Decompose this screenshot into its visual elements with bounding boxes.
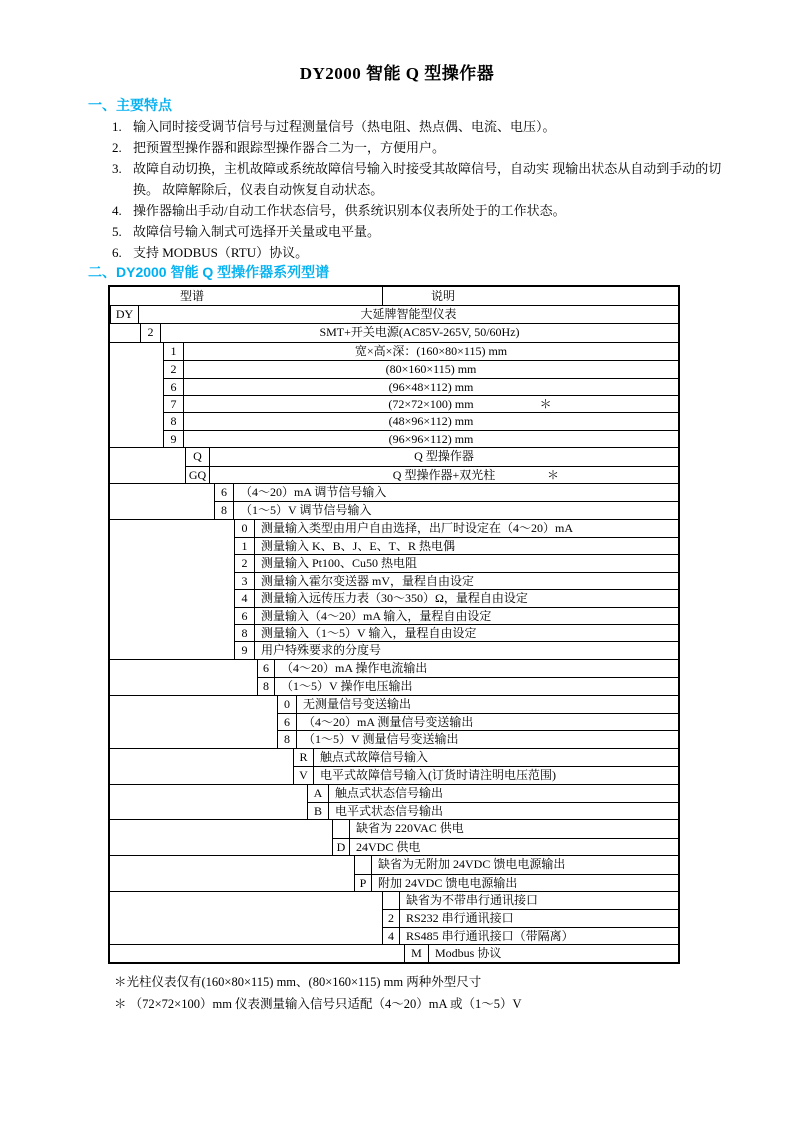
table-row: [110, 909, 678, 926]
model-desc-cell: [314, 749, 678, 766]
model-code-cell: 6: [214, 484, 234, 501]
merged-blank-cell: [110, 448, 185, 465]
model-code-cell: 7: [163, 395, 184, 412]
model-desc-text: 宽×高×深：(160×80×115) mm: [354, 343, 508, 358]
model-desc-text: 24VDC 供电: [356, 839, 421, 854]
model-desc-text: 缺省为不带串行通讯接口: [406, 892, 539, 907]
model-code-cell: 8: [257, 677, 275, 694]
footnote-72-size-inputs: ＊ （72×72×100）mm 仪表测量输入信号只适配（4～20）mA 或（1～5）V: [114, 997, 522, 1011]
model-desc-text: （4～20）mA 操作电流输出: [281, 660, 428, 675]
model-desc-text: (80×160×115) mm: [385, 362, 477, 377]
table-row: [110, 306, 678, 323]
header-column-divider: [382, 287, 383, 305]
model-code-cell: [382, 892, 400, 909]
model-desc-text: 测量输入远传压力表（30～350）Ω，量程自由设定: [261, 591, 528, 606]
table-row: [110, 874, 678, 891]
feature-item-number: 4.: [112, 203, 122, 218]
merged-blank-cell: [110, 945, 404, 962]
model-desc-cell: [255, 641, 678, 658]
model-desc-cell: [400, 927, 678, 944]
model-code-cell: B: [307, 802, 329, 819]
model-desc-cell: [255, 520, 678, 537]
model-desc-cell: [255, 554, 678, 571]
model-code-group: [110, 342, 678, 447]
model-desc-cell: [350, 820, 678, 837]
model-desc-text: 测量输入（4～20）mA 输入，量程自由设定: [261, 608, 492, 623]
model-desc-text: RS232 串行通讯接口: [406, 911, 514, 926]
table-row: [110, 820, 678, 837]
merged-blank-cell: [110, 572, 234, 589]
table-row: [110, 749, 678, 766]
model-desc-text: 附加 24VDC 馈电电源输出: [378, 875, 518, 890]
table-row: [110, 520, 678, 537]
footnote-light-column-sizes: ＊光柱仪表仅有(160×80×115) mm、(80×160×115) mm 两种外型尺寸: [114, 975, 482, 989]
features-list: [112, 116, 736, 263]
table-row: [110, 466, 678, 483]
model-desc-cell: [275, 660, 678, 677]
feature-item-text: 操作器输出手动/自动工作状态信号，供系统识别本仪表所处于的工作状态。: [133, 203, 566, 218]
model-code-cell: 2: [234, 554, 255, 571]
merged-blank-cell: [110, 412, 163, 429]
table-row: [110, 927, 678, 944]
merged-blank-cell: [110, 892, 382, 909]
model-desc-text: SMT+开关电源(AC85V-265V, 50/60Hz): [319, 325, 520, 340]
model-code-cell: P: [354, 874, 372, 891]
model-code-cell: 8: [163, 412, 184, 429]
model-code-group: [110, 323, 678, 341]
model-code-cell: Q: [185, 448, 210, 465]
table-row: [110, 696, 678, 713]
model-desc-text: 测量输入（1～5）V 输入，量程自由设定: [261, 626, 477, 641]
merged-blank-cell: [110, 501, 214, 518]
asterisk-marker: ＊: [546, 467, 559, 482]
model-code-cell: 2: [140, 324, 161, 341]
model-code-group: [110, 519, 678, 659]
model-desc-text: 缺省为 220VAC 供电: [356, 821, 464, 836]
model-desc-text: RS485 串行通讯接口（带隔离）: [406, 928, 574, 943]
merged-blank-cell: [110, 785, 307, 802]
model-code-group: [110, 784, 678, 820]
model-desc-text: 测量输入 K、B、J、E、T、R 热电偶: [261, 539, 456, 554]
model-code-cell: 8: [234, 624, 255, 641]
table-row: [110, 343, 678, 360]
table-row: [110, 554, 678, 571]
merged-blank-cell: [110, 395, 163, 412]
table-row: [110, 395, 678, 412]
model-code-groups: [110, 305, 678, 962]
column-header-description: 说明: [430, 289, 455, 303]
model-desc-cell: [350, 838, 678, 855]
model-code-cell: 8: [277, 730, 297, 747]
merged-blank-cell: [110, 466, 185, 483]
table-row: [110, 766, 678, 783]
merged-blank-cell: [110, 324, 140, 341]
table-row: [110, 448, 678, 465]
feature-item: [112, 137, 736, 158]
model-desc-text: （1～5）V 调节信号输入: [240, 503, 372, 518]
model-code-cell: A: [307, 785, 329, 802]
model-code-group: [110, 944, 678, 962]
model-code-group: [110, 483, 678, 519]
feature-item-text: 支持 MODBUS（RTU）协议。: [133, 245, 309, 260]
model-desc-text: 测量输入霍尔变送器 mV，量程自由设定: [261, 573, 475, 588]
model-code-group: [110, 891, 678, 944]
feature-item-number: 2.: [112, 140, 122, 155]
table-row: [110, 713, 678, 730]
model-desc-cell: [184, 430, 678, 447]
merged-blank-cell: [110, 343, 163, 360]
model-spectrum-table: [108, 285, 680, 964]
model-code-group: [110, 695, 678, 748]
model-desc-cell: [139, 306, 678, 323]
model-code-cell: 6: [257, 660, 275, 677]
merged-blank-cell: [110, 909, 382, 926]
merged-blank-cell: [110, 856, 354, 873]
merged-blank-cell: [110, 537, 234, 554]
model-desc-cell: [255, 607, 678, 624]
model-desc-text: （4～20）mA 调节信号输入: [240, 484, 387, 499]
model-code-cell: 9: [234, 641, 255, 658]
feature-item-number: 3.: [112, 161, 122, 176]
merged-blank-cell: [110, 749, 293, 766]
model-code-group: [110, 819, 678, 855]
feature-item-text: 把预置型操作器和跟踪型操作器合二为一，方便用户。: [133, 140, 446, 155]
model-code-cell: 6: [234, 607, 255, 624]
model-code-group: [110, 748, 678, 784]
model-desc-cell: [297, 713, 678, 730]
column-header-model-spectrum: 型谱: [179, 289, 204, 303]
merged-blank-cell: [110, 641, 234, 658]
feature-item: [112, 242, 736, 263]
model-desc-text: 触点式故障信号输入: [320, 749, 429, 764]
merged-blank-cell: [110, 660, 257, 677]
model-desc-cell: [372, 874, 678, 891]
model-code-cell: 6: [277, 713, 297, 730]
model-code-cell: D: [332, 838, 350, 855]
model-desc-text: (96×96×112) mm: [388, 431, 474, 446]
model-code-cell: 0: [234, 520, 255, 537]
model-desc-text: Q 型操作器: [414, 449, 474, 464]
table-row: [110, 324, 678, 341]
model-code-cell: 4: [382, 927, 400, 944]
model-desc-text: (96×48×112) mm: [388, 379, 474, 394]
model-desc-cell: [210, 466, 678, 483]
model-desc-cell: [275, 677, 678, 694]
model-desc-cell: [234, 484, 678, 501]
model-desc-cell: [372, 856, 678, 873]
model-desc-text: (72×72×100) mm: [388, 396, 474, 411]
model-code-cell: 1: [234, 537, 255, 554]
merged-blank-cell: [110, 677, 257, 694]
merged-blank-cell: [110, 624, 234, 641]
merged-blank-cell: [110, 430, 163, 447]
merged-blank-cell: [110, 484, 214, 501]
model-code-cell: DY: [110, 306, 139, 323]
model-desc-text: 电平式故障信号输入(订货时请注明电压范围): [320, 768, 556, 783]
merged-blank-cell: [110, 713, 277, 730]
model-desc-cell: [255, 572, 678, 589]
model-desc-cell: [314, 766, 678, 783]
merged-blank-cell: [110, 589, 234, 606]
merged-blank-cell: [110, 874, 354, 891]
model-code-cell: 8: [214, 501, 234, 518]
model-code-group: [110, 855, 678, 891]
model-desc-text: Q 型操作器+双光柱: [392, 467, 496, 482]
feature-item-number: 5.: [112, 224, 122, 239]
table-row: [110, 501, 678, 518]
model-desc-text: 无测量信号变送输出: [303, 696, 412, 711]
merged-blank-cell: [110, 838, 332, 855]
table-row: [110, 537, 678, 554]
model-desc-cell: [297, 696, 678, 713]
table-row: [110, 892, 678, 909]
feature-item: [112, 200, 736, 221]
model-desc-cell: [297, 730, 678, 747]
model-desc-text: 电平式状态信号输出: [335, 803, 444, 818]
section-heading-features: 一、主要特点: [88, 97, 172, 113]
model-desc-cell: [234, 501, 678, 518]
table-row: [110, 484, 678, 501]
model-desc-cell: [255, 624, 678, 641]
model-code-group: [110, 447, 678, 483]
table-row: [110, 607, 678, 624]
model-desc-text: Modbus 协议: [435, 946, 502, 961]
feature-item-text: 故障自动切换，主机故障或系统故障信号输入时接受其故障信号，自动实 现输出状态从自动到手动的切换。 故障解除后，仪表自动恢复自动状态。: [133, 161, 722, 197]
merged-blank-cell: [110, 730, 277, 747]
model-desc-cell: [210, 448, 678, 465]
section-heading-spectrum: 二、DY2000 智能 Q 型操作器系列型谱: [88, 264, 330, 280]
merged-blank-cell: [110, 927, 382, 944]
feature-item: [112, 221, 736, 242]
table-row: [110, 660, 678, 677]
table-row: [110, 412, 678, 429]
model-code-cell: 6: [163, 378, 184, 395]
model-desc-cell: [400, 909, 678, 926]
merged-blank-cell: [110, 520, 234, 537]
model-desc-cell: [329, 785, 678, 802]
model-desc-cell: [184, 378, 678, 395]
model-desc-cell: [429, 945, 678, 962]
table-row: [110, 378, 678, 395]
model-code-cell: 2: [163, 360, 184, 377]
merged-blank-cell: [110, 607, 234, 624]
feature-item: [112, 116, 736, 137]
model-code-cell: V: [293, 766, 314, 783]
model-desc-text: 用户特殊要求的分度号: [261, 643, 382, 658]
table-row: [110, 856, 678, 873]
model-desc-cell: [184, 395, 678, 412]
document-title: DY2000 智能 Q 型操作器: [299, 64, 495, 83]
merged-blank-cell: [110, 696, 277, 713]
model-code-cell: [354, 856, 372, 873]
model-code-cell: 4: [234, 589, 255, 606]
model-desc-cell: [184, 360, 678, 377]
model-desc-text: （1～5）V 测量信号变送输出: [303, 732, 459, 747]
table-row: [110, 785, 678, 802]
model-desc-cell: [184, 343, 678, 360]
model-desc-text: （4～20）mA 测量信号变送输出: [303, 714, 474, 729]
merged-blank-cell: [110, 378, 163, 395]
model-desc-cell: [184, 412, 678, 429]
table-row: [110, 360, 678, 377]
merged-blank-cell: [110, 766, 293, 783]
table-row: [110, 430, 678, 447]
model-code-group: [110, 659, 678, 695]
model-code-cell: 2: [382, 909, 400, 926]
model-desc-text: 测量输入类型由用户自由选择，出厂时设定在（4～20）mA: [261, 520, 574, 535]
table-row: [110, 572, 678, 589]
table-row: [110, 589, 678, 606]
table-row: [110, 838, 678, 855]
merged-blank-cell: [110, 820, 332, 837]
table-row: [110, 802, 678, 819]
merged-blank-cell: [110, 360, 163, 377]
model-desc-cell: [329, 802, 678, 819]
merged-blank-cell: [110, 554, 234, 571]
feature-item-number: 1.: [112, 119, 122, 134]
table-row: [110, 624, 678, 641]
model-code-cell: [332, 820, 350, 837]
model-desc-cell: [400, 892, 678, 909]
table-row: [110, 641, 678, 658]
feature-item-text: 故障信号输入制式可选择开关量或电平量。: [133, 224, 381, 239]
model-desc-text: (48×96×112) mm: [388, 414, 474, 429]
model-code-cell: GQ: [185, 466, 210, 483]
merged-blank-cell: [110, 802, 307, 819]
table-header-row: [110, 287, 678, 305]
feature-item-text: 输入同时接受调节信号与过程测量信号（热电阻、热点偶、电流、电压）。: [133, 119, 556, 134]
model-code-cell: 0: [277, 696, 297, 713]
feature-item-number: 6.: [112, 245, 122, 260]
model-desc-text: 缺省为无附加 24VDC 馈电电源输出: [378, 857, 566, 872]
feature-item: [112, 158, 736, 200]
table-row: [110, 677, 678, 694]
model-code-cell: 9: [163, 430, 184, 447]
table-row: [110, 730, 678, 747]
model-code-cell: M: [404, 945, 429, 962]
model-desc-text: 测量输入 Pt100、Cu50 热电阻: [261, 556, 418, 571]
model-code-group: [110, 305, 678, 323]
model-desc-cell: [255, 589, 678, 606]
model-desc-text: 触点式状态信号输出: [335, 785, 444, 800]
table-row: [110, 945, 678, 962]
model-code-cell: R: [293, 749, 314, 766]
asterisk-marker: ＊: [539, 396, 552, 411]
model-code-cell: 1: [163, 343, 184, 360]
model-desc-text: 大延牌智能型仪表: [360, 307, 457, 321]
model-desc-cell: [255, 537, 678, 554]
model-desc-cell: [161, 324, 678, 341]
model-desc-text: （1～5）V 操作电压输出: [281, 679, 413, 694]
model-code-cell: 3: [234, 572, 255, 589]
